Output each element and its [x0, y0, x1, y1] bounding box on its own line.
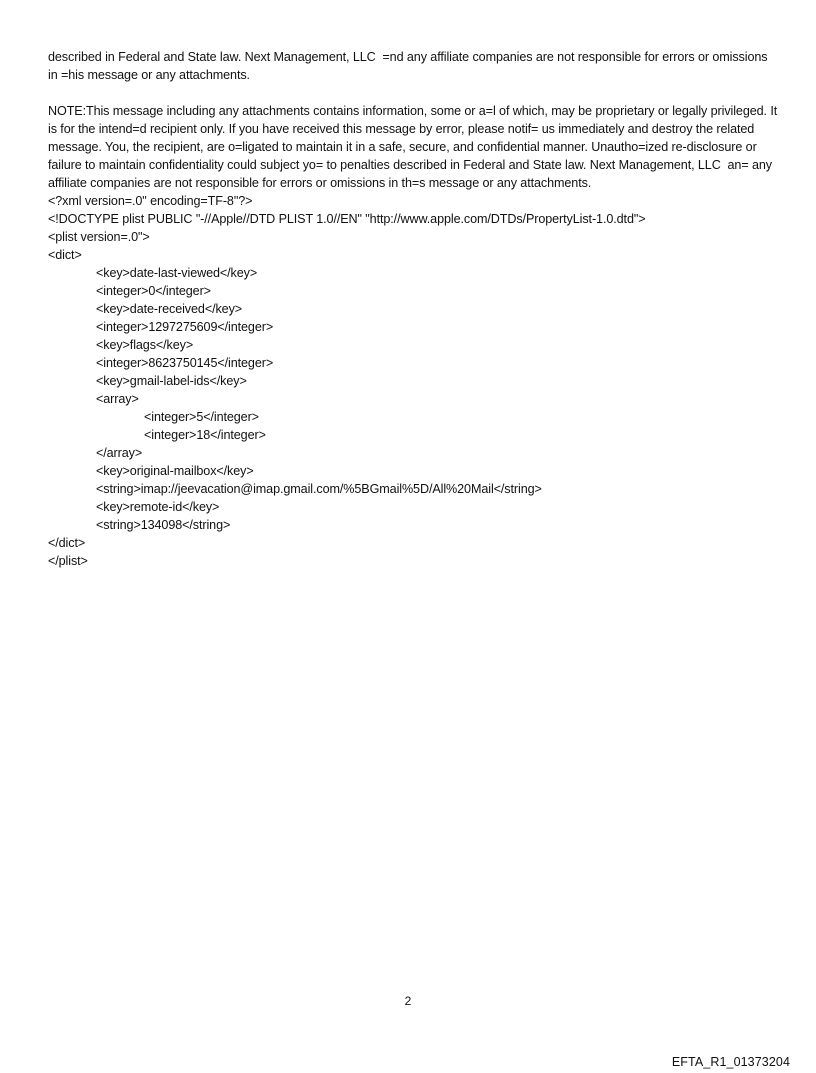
plist-line: <?xml version=.0" encoding=TF-8"?> [48, 194, 253, 208]
plist-line: <key>date-last-viewed</key> [96, 266, 258, 280]
plist-line: <key>remote-id</key> [96, 500, 220, 514]
disclaimer-paragraph: NOTE:This message including any attachments contains information, some or a=l of which, may be proprietary or legally privileged. It is for the intend=d recipient only. If you have received this message by error, please notif= us immediately and destroy the related message. You, the recipient, are o=ligated to maintain it in a safe, secure, and confidential manner. Unautho=ized re-disclosure or failure to maintain confidentiality could subject yo= to penalties described in Federal and State law. Next Management, LLC an= any affiliate companies are not responsible for errors or omissions in th=s message or any attachments. [48, 104, 781, 190]
plist-line: <integer>18</integer> [144, 428, 266, 442]
plist-line: </plist> [48, 554, 88, 568]
plist-line: <array> [96, 392, 139, 406]
plist-line: <dict> [48, 248, 82, 262]
plist-line: <key>original-mailbox</key> [96, 464, 254, 478]
plist-line: <string>134098</string> [96, 518, 231, 532]
plist-line: <!DOCTYPE plist PUBLIC "-//Apple//DTD PLIST 1.0//EN" "http://www.apple.com/DTDs/PropertyList-1.0.dtd"> [48, 212, 646, 226]
plist-line: <integer>0</integer> [96, 284, 211, 298]
plist-line: <key>date-received</key> [96, 302, 243, 316]
paragraph-gap [48, 84, 778, 102]
plist-line: <integer>5</integer> [144, 410, 259, 424]
plist-line: <string>imap://jeevacation@imap.gmail.com/%5BGmail%5D/All%20Mail</string> [96, 482, 542, 496]
plist-line: </array> [96, 446, 143, 460]
plist-line: <key>flags</key> [96, 338, 194, 352]
plist-line: <integer>8623750145</integer> [96, 356, 274, 370]
disclaimer-paragraph-continued: described in Federal and State law. Next Management, LLC =nd any affiliate companies are not responsible for errors or omissions in =his message or any attachments. [48, 50, 771, 82]
plist-line: <plist version=.0"> [48, 230, 150, 244]
plist-line: <key>gmail-label-ids</key> [96, 374, 247, 388]
page-number: 2 [404, 994, 412, 1008]
plist-line: <integer>1297275609</integer> [96, 320, 274, 334]
document-body [48, 48, 781, 570]
plist-line: </dict> [48, 536, 86, 550]
plist-block [48, 192, 778, 570]
document-id: EFTA_R1_01373204 [671, 1055, 790, 1069]
